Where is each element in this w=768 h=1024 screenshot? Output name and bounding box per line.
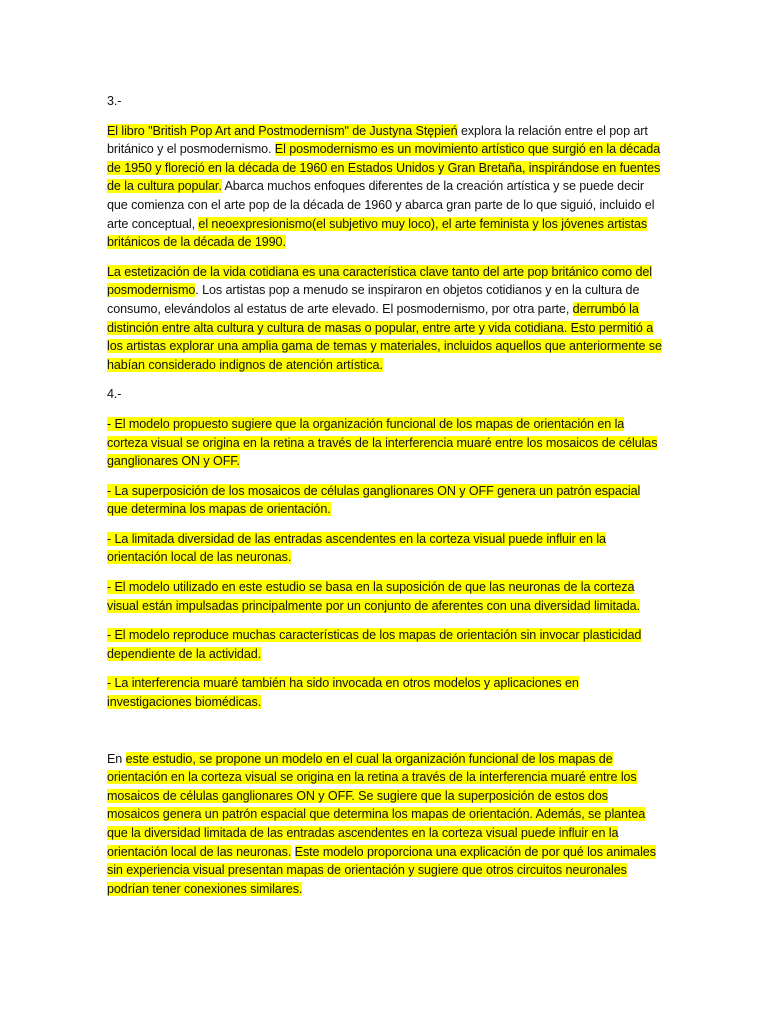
highlight-span: El libro "British Pop Art and Postmodernism" de Justyna Stępień: [107, 123, 458, 138]
highlight-span: - La interferencia muaré también ha sido invocada en otros modelos y aplicaciones en investigaciones biomédicas.: [107, 676, 579, 710]
bullet-item: [107, 626, 663, 663]
bullet-item: [107, 415, 663, 471]
highlight-span: - El modelo utilizado en este estudio se basa en la suposición de que las neuronas de la corteza visual están impulsadas principalmente por un conjunto de aferentes con una diversidad limitada.: [107, 580, 640, 613]
highlight-span: el neoexpresionismo(el subjetivo muy loco), el arte feminista y los jóvenes artistas británicos de la década de 1990.: [107, 216, 648, 250]
bullet-item: [107, 674, 663, 711]
section-heading-3: 3.-: [107, 94, 122, 108]
highlight-span: La estetización de la vida cotidiana es una característica clave tanto del arte pop británico como del posmodernismo: [107, 264, 652, 298]
paragraph-pop-art: [107, 122, 663, 252]
bullet-item: [107, 482, 663, 519]
highlight-span: - El modelo reproduce muchas características de los mapas de orientación sin invocar plasticidad dependiente de la actividad.: [107, 628, 642, 661]
text-span: . Los artistas pop a menudo se inspiraron en objetos cotidianos y en la cultura de consumo, elevándolos al estatus de arte elevado. El posmodernismo, por otra parte,: [107, 283, 640, 316]
highlight-span: El posmodernismo es un movimiento artístico que surgió en la década de 1950 y floreció en la década de 1960 en Estados Unidos y Gran Bretaña, inspirándose en fuentes de la cultura popular.: [107, 142, 661, 194]
paragraph-aestheticization: [107, 263, 663, 375]
text-span: En: [107, 751, 126, 766]
highlight-span: - El modelo propuesto sugiere que la organización funcional de los mapas de orientación en la corteza visual se origina en la retina a través de la interferencia muaré entre los mosaicos de células ganglionares ON y OFF.: [107, 416, 658, 469]
highlight-span: derrumbó la distinción entre alta cultura y cultura de masas o popular, entre arte y vida cotidiana. Esto permitió a los artistas explorar una amplia gama de temas y materiales, incluidos aquellos que anteriormente se habían considerado indignos de atención artística.: [107, 301, 662, 372]
highlight-span: Este modelo proporciona una explicación de por qué los animales sin experiencia visual presentan mapas de orientación y sugiere que otros circuitos neuronales podrían tener conexiones similares.: [107, 844, 656, 896]
bullet-item: [107, 578, 663, 615]
paragraph-summary: [107, 750, 663, 899]
highlight-span: - La limitada diversidad de las entradas ascendentes en la corteza visual puede influir en la orientación local de las neuronas.: [107, 531, 606, 565]
bullet-item: [107, 530, 663, 567]
highlight-span: este estudio, se propone un modelo en el cual la organización funcional de los mapas de orientación en la corteza visual se origina en la retina a través de la interferencia muaré entre los mosaicos de células ganglionares ON y OFF. Se sugiere que la superposición de estos dos mosaicos genera un patrón espacial que determina los mapas de orientación. Además, se plantea que la diversidad limitada de las entradas ascendentes en la corteza visual puede influir en la orientación local de las neuronas.: [107, 751, 646, 859]
text-span: Abarca muchos enfoques diferentes de la creación artística y se puede decir que comienza con el arte pop de la década de 1960 y abarca gran parte de lo que siguió, incluido el arte conceptual,: [107, 179, 655, 231]
blank-space: [107, 723, 663, 750]
section-heading-4: 4.-: [107, 387, 122, 402]
highlight-span: - La superposición de los mosaicos de células ganglionares ON y OFF genera un patrón espacial que determina los mapas de orientación.: [107, 483, 641, 517]
text-span: explora la relación entre el pop art británico y el posmodernismo.: [107, 123, 648, 157]
document-body: [107, 92, 663, 909]
